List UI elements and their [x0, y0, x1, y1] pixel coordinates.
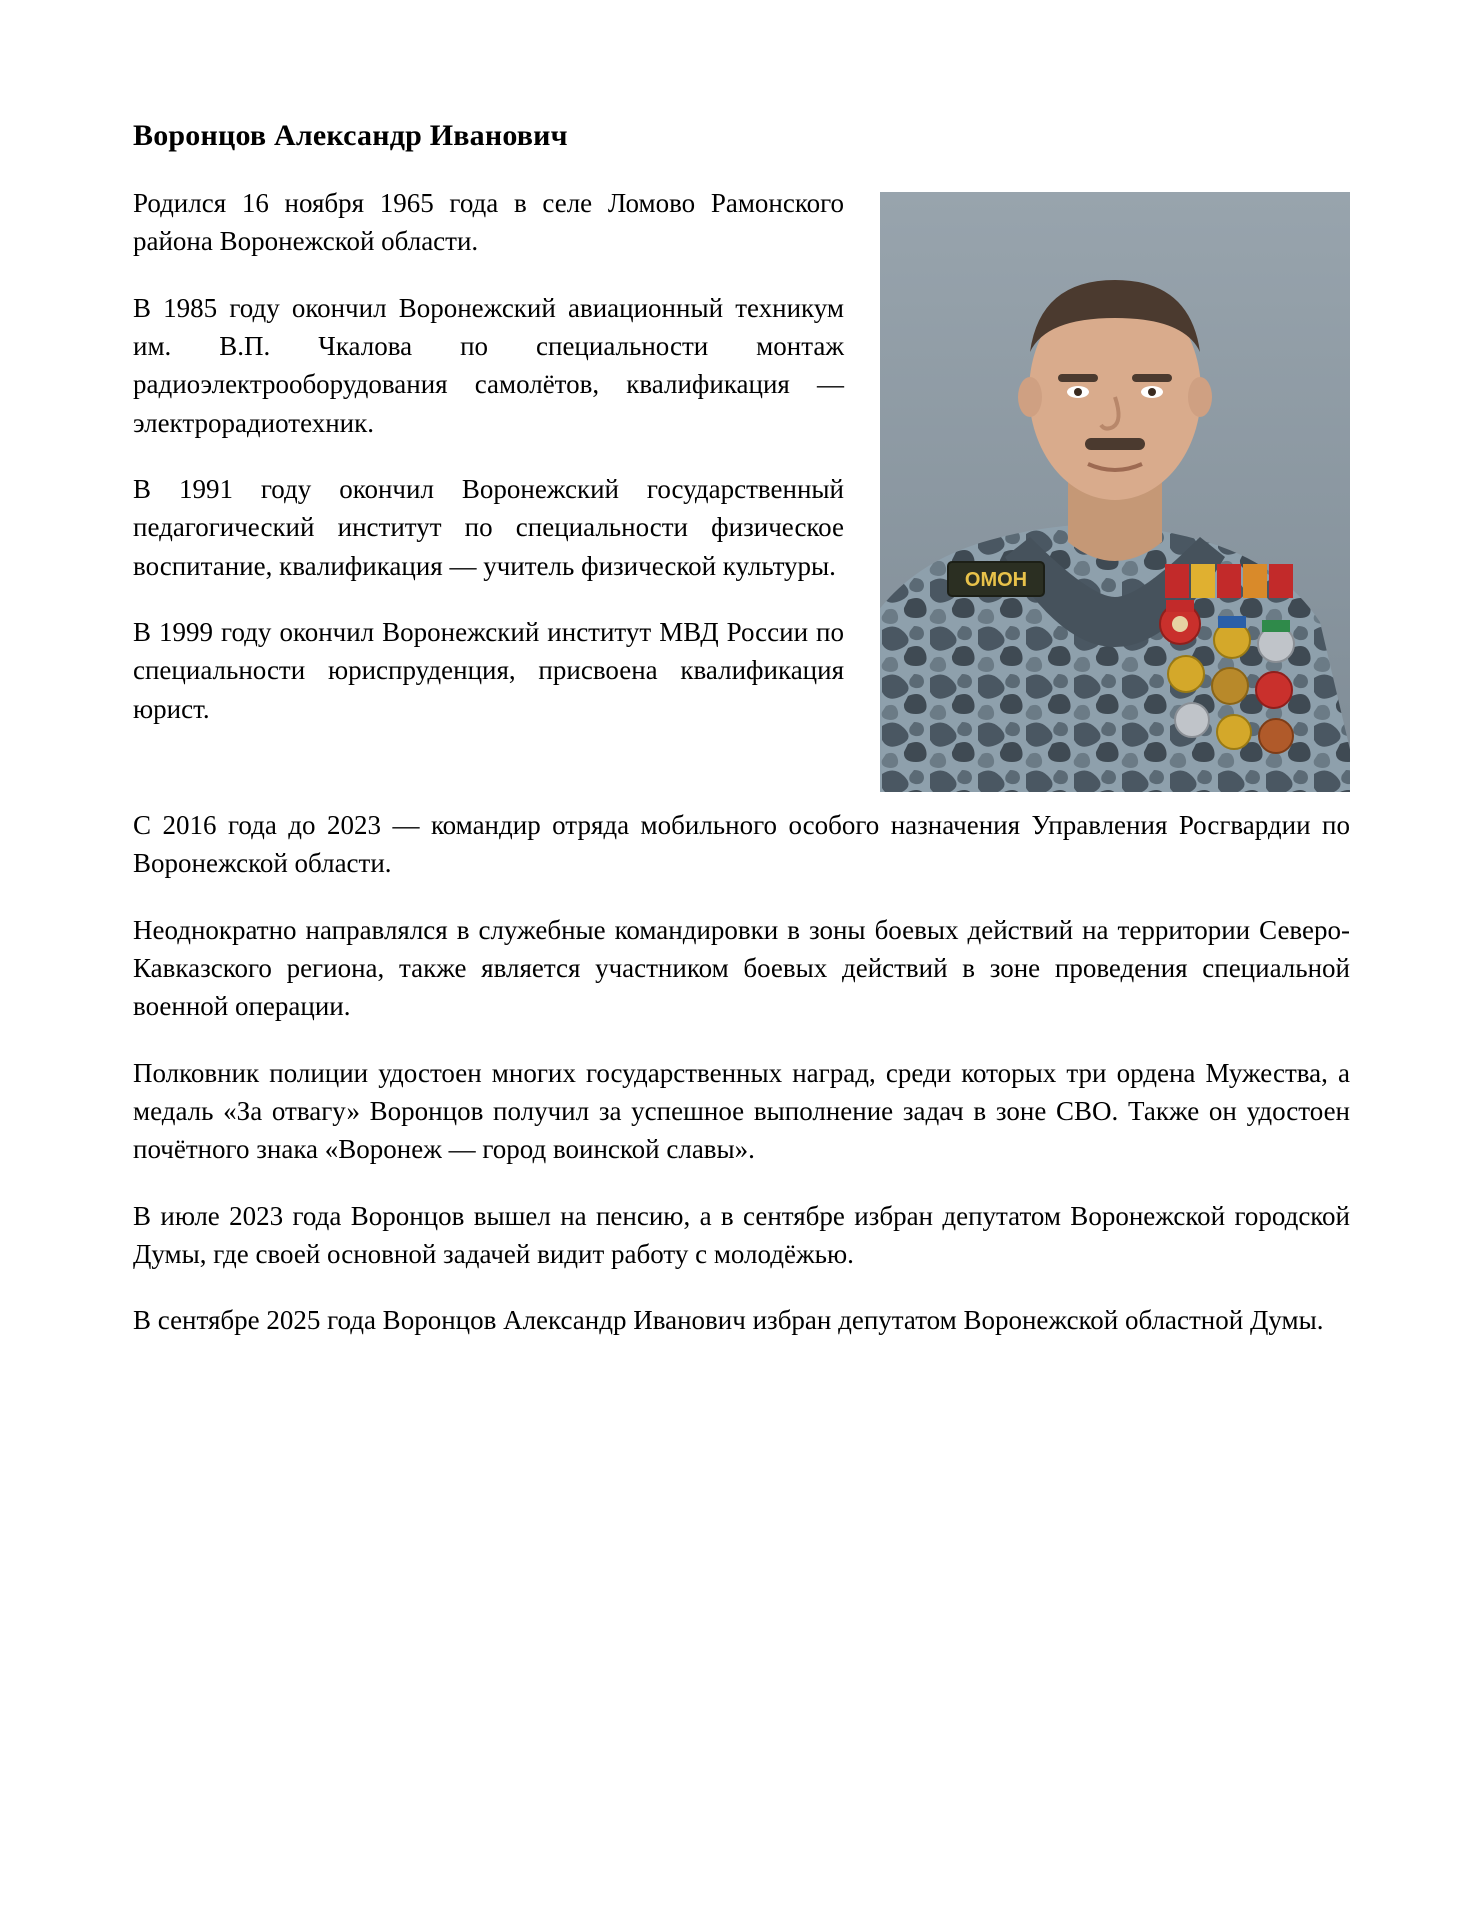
paragraph-1: Родился 16 ноября 1965 года в селе Ломово Рамонского района Воронежской области.	[133, 188, 844, 257]
paragraph-9: В сентябре 2025 года Воронцов Александр Иванович избран депутатом Воронежской областной Думы.	[133, 1305, 1324, 1336]
page-title: Воронцов Александр Иванович	[133, 119, 568, 152]
paragraph-2: В 1985 году окончил Воронежский авиационный техникум им. В.П. Чкалова по специальности монтаж радиоэлектрооборудования самолётов, квалификация — электрорадиотехник.	[133, 292, 844, 438]
paragraph-6: Неоднократно направлялся в служебные командировки в зоны боевых действий на территории Северо-Кавказского региона, также является участником боевых действий в зоне проведения специальной военной операции.	[133, 914, 1350, 1022]
paragraph-8: В июле 2023 года Воронцов вышел на пенсию, а в сентябре избран депутатом Воронежской городской Думы, где своей основной задачей видит работу с молодёжью.	[133, 1200, 1350, 1269]
paragraph-7: Полковник полиции удостоен многих государственных наград, среди которых три ордена Мужества, а медаль «За отвагу» Воронцов получил за успешное выполнение задач в зоне СВО. Также он удостоен почётного знака «Воронеж — город воинской славы».	[133, 1057, 1350, 1165]
paragraph-5: С 2016 года до 2023 — командир отряда мобильного особого назначения Управления Росгвардии по Воронежской области.	[133, 810, 1350, 879]
portrait-photo	[880, 192, 1350, 792]
portrait-photo-figure	[880, 192, 1350, 792]
page-bottom-whitespace	[133, 1368, 1350, 1628]
paragraph-4: В 1999 году окончил Воронежский институт МВД России по специальности юриспруденция, присвоена квалификация юрист.	[133, 616, 844, 724]
svg-text:ОМОН: ОМОН	[964, 569, 1028, 591]
paragraph-3: В 1991 году окончил Воронежский государственный педагогический институт по специальности физическое воспитание, квалификация — учитель физической культуры.	[133, 473, 844, 581]
